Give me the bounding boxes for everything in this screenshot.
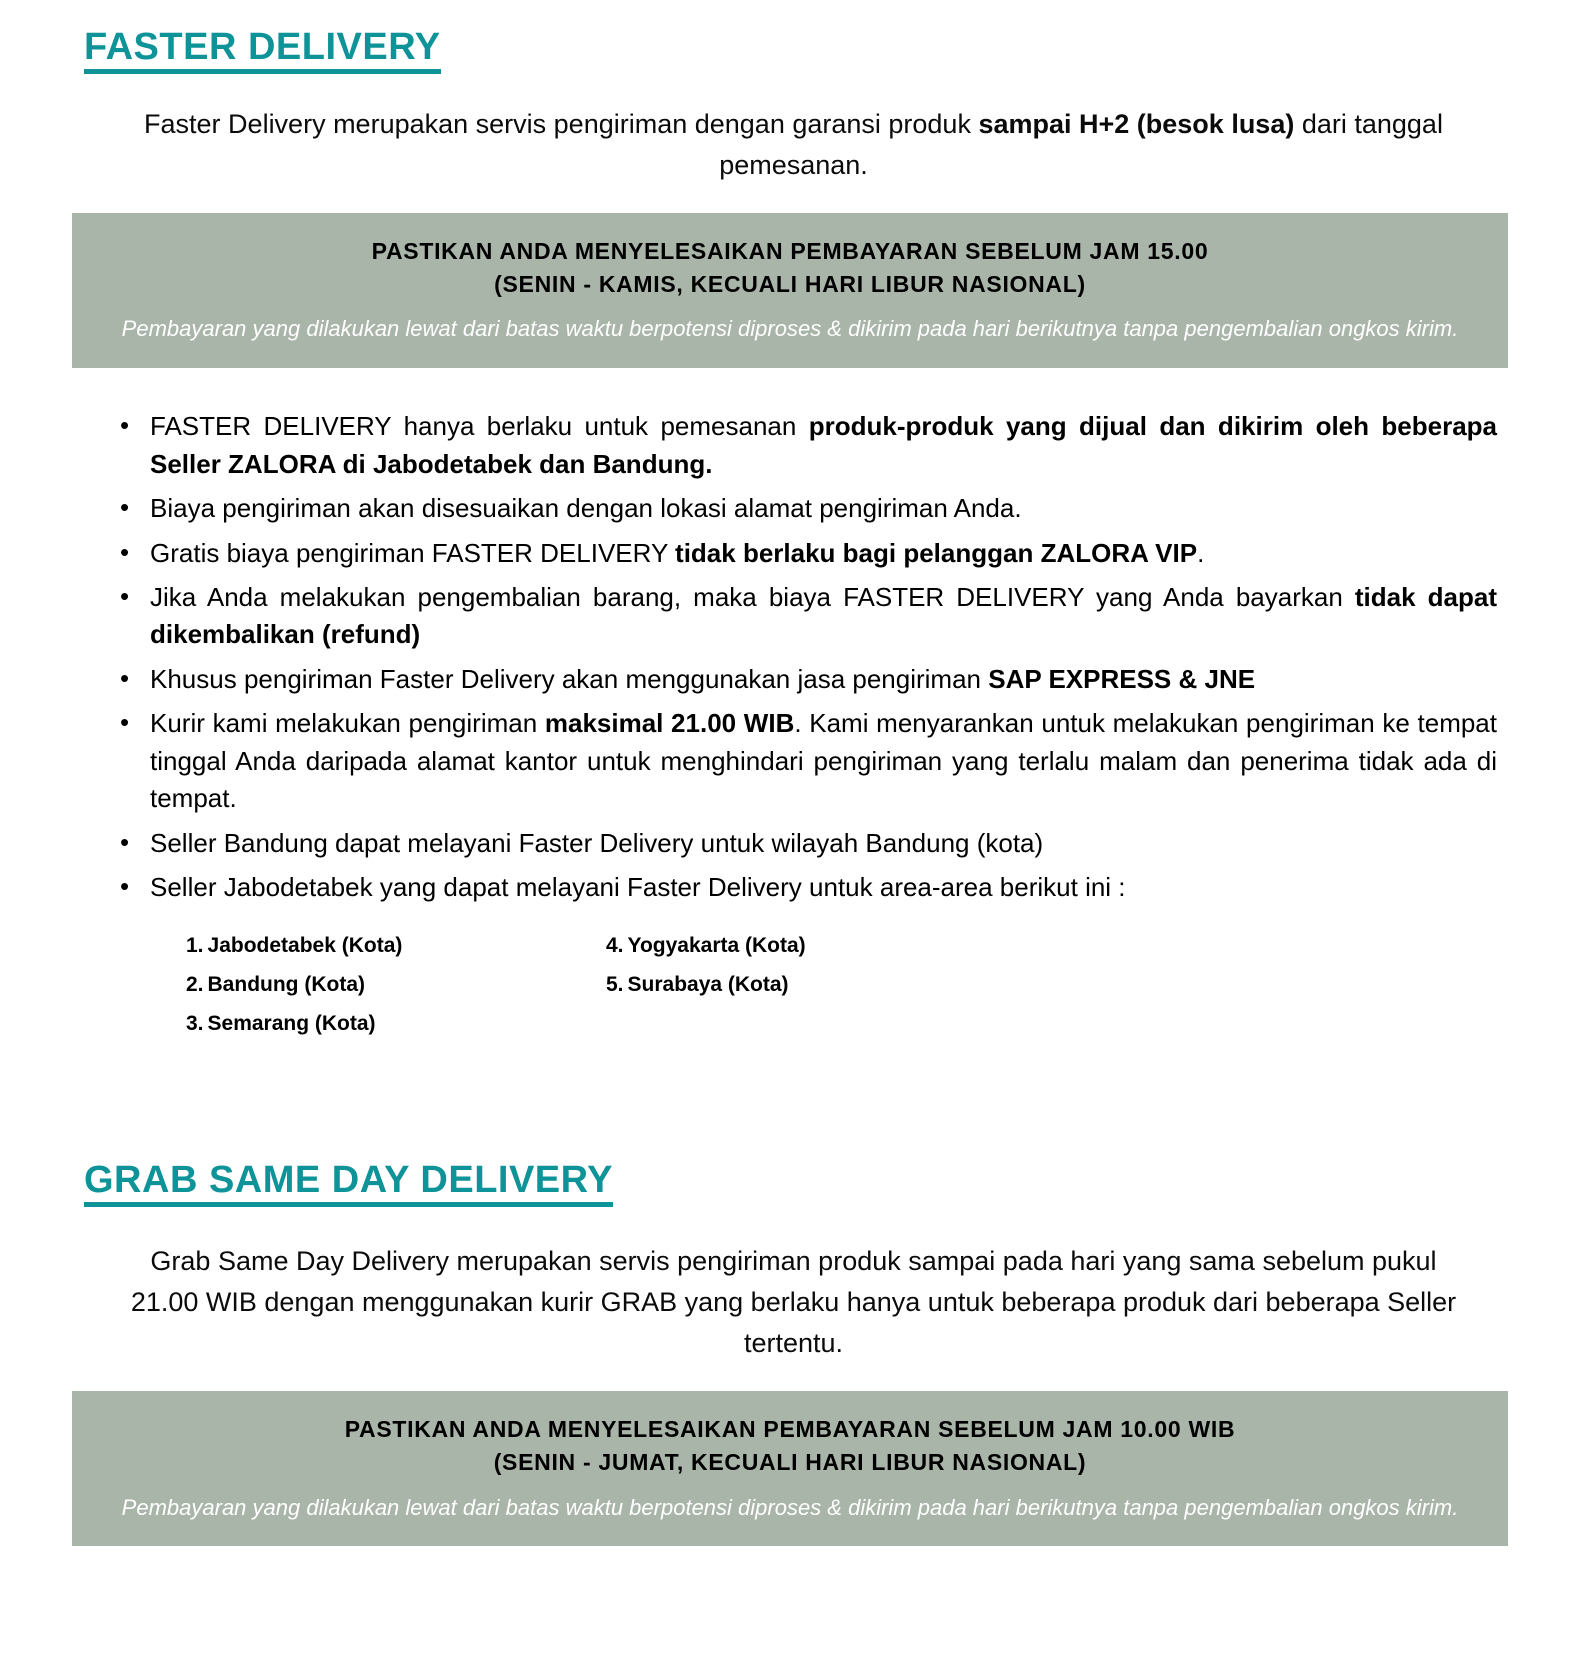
intro-text-bold: sampai H+2 (besok lusa) xyxy=(978,109,1295,139)
bullet-text-bold: SAP EXPRESS & JNE xyxy=(988,663,1256,694)
bullet-text-part1: Khusus pengiriman Faster Delivery akan menggunakan jasa pengiriman xyxy=(150,663,989,694)
city-list-item xyxy=(606,933,1497,958)
section-heading-grab-same-day-delivery: GRAB SAME DAY DELIVERY xyxy=(84,1161,613,1207)
list-item xyxy=(120,579,1497,654)
intro-paragraph-faster-delivery xyxy=(124,104,1464,186)
intro-text-part2: dari tanggal pemesanan. xyxy=(719,109,1443,181)
list-item xyxy=(120,705,1497,817)
bullet-text-part2: . xyxy=(1197,537,1205,568)
banner-title-line2: (SENIN - JUMAT, KECUALI HARI LIBUR NASIONAL) xyxy=(493,1448,1087,1475)
bullet-text-bold: tidak dapat dikembalikan (refund) xyxy=(150,582,1497,650)
bullet-text-part1: Seller Bandung dapat melayani Faster Delivery untuk wilayah Bandung (kota) xyxy=(150,827,1044,858)
bullet-text-bold: produk-produk yang dijual dan dikirim oleh beberapa Seller ZALORA di Jabodetabek dan Bandung. xyxy=(150,411,1498,479)
list-item xyxy=(120,408,1497,483)
city-name: Yogyakarta (Kota) xyxy=(627,933,806,957)
banner-title-line2: (SENIN - KAMIS, KECUALI HARI LIBUR NASIONAL) xyxy=(494,270,1086,297)
bullet-text-part1: Seller Jabodetabek yang dapat melayani Faster Delivery untuk area-area berikut ini : xyxy=(150,872,1126,903)
intro-text-part1: Grab Same Day Delivery merupakan servis pengiriman produk sampai pada hari yang sama sebelum pukul 21.00 WIB dengan menggunakan kurir GRAB yang berlaku hanya untuk beberapa produk dari beberapa Seller tertentu. xyxy=(130,1246,1457,1359)
city-name: Bandung (Kota) xyxy=(207,972,365,996)
banner-note: Pembayaran yang dilakukan lewat dari batas waktu berpotensi diproses & dikirim pada hari berikutnya tanpa pengembalian ongkos kirim. xyxy=(121,316,1459,342)
city-list-item-empty xyxy=(606,1011,1497,1036)
banner-note: Pembayaran yang dilakukan lewat dari batas waktu berpotensi diproses & dikirim pada hari berikutnya tanpa pengembalian ongkos kirim. xyxy=(121,1494,1459,1520)
city-list-item xyxy=(186,933,606,958)
city-list-item xyxy=(606,972,1497,997)
list-item xyxy=(120,661,1497,698)
bullet-text-part2: . Kami menyarankan untuk melakukan pengiriman ke tempat tinggal Anda daripada alamat kantor untuk menghindari pengiriman yang terlalu malam dan penerima tidak ada di tempat. xyxy=(150,708,1497,814)
city-name: Surabaya (Kota) xyxy=(627,972,789,996)
list-item xyxy=(120,490,1497,527)
city-number: 3. xyxy=(186,1011,204,1035)
banner-title-line1: PASTIKAN ANDA MENYELESAIKAN PEMBAYARAN SEBELUM JAM 10.00 WIB xyxy=(344,1416,1236,1443)
city-name: Jabodetabek (Kota) xyxy=(207,933,403,957)
list-item xyxy=(120,535,1497,572)
bullet-text-part1: Jika Anda melakukan pengembalian barang, maka biaya FASTER DELIVERY yang Anda bayarkan xyxy=(150,582,1355,613)
banner-title-line1: PASTIKAN ANDA MENYELESAIKAN PEMBAYARAN SEBELUM JAM 15.00 xyxy=(371,238,1209,265)
bullet-text-part1: FASTER DELIVERY hanya berlaku untuk pemesanan xyxy=(150,411,809,442)
payment-deadline-banner-grab-same-day xyxy=(72,1391,1508,1546)
section-heading-grab-same-day-wrap xyxy=(0,1161,1587,1207)
intro-text-part1: Faster Delivery merupakan servis pengiriman dengan garansi produk xyxy=(144,109,979,139)
city-number: 1. xyxy=(186,933,204,957)
intro-paragraph-grab-same-day xyxy=(129,1241,1459,1364)
city-list-item xyxy=(186,972,606,997)
bullet-text-part1: Biaya pengiriman akan disesuaikan dengan lokasi alamat pengiriman Anda. xyxy=(150,493,1022,524)
city-name: Semarang (Kota) xyxy=(207,1011,376,1035)
bullet-text-bold: tidak berlaku bagi pelanggan ZALORA VIP xyxy=(675,537,1198,568)
list-item xyxy=(120,825,1497,862)
city-number: 4. xyxy=(606,933,624,957)
payment-deadline-banner-faster-delivery xyxy=(72,213,1508,368)
faster-delivery-terms-list xyxy=(0,408,1587,1036)
city-number: 2. xyxy=(186,972,204,996)
bullet-text-bold: maksimal 21.00 WIB xyxy=(544,708,795,739)
city-number: 5. xyxy=(606,972,624,996)
bullet-text-part1: Kurir kami melakukan pengiriman xyxy=(150,708,545,739)
list-item xyxy=(120,869,1497,1036)
serviceable-cities-grid xyxy=(186,933,1497,1037)
section-heading-faster-delivery: FASTER DELIVERY xyxy=(84,28,441,74)
city-list-item xyxy=(186,1011,606,1036)
section-heading-faster-delivery-wrap xyxy=(0,0,1587,74)
section-spacer xyxy=(0,1043,1587,1161)
bullet-text-part1: Gratis biaya pengiriman FASTER DELIVERY xyxy=(150,537,676,568)
